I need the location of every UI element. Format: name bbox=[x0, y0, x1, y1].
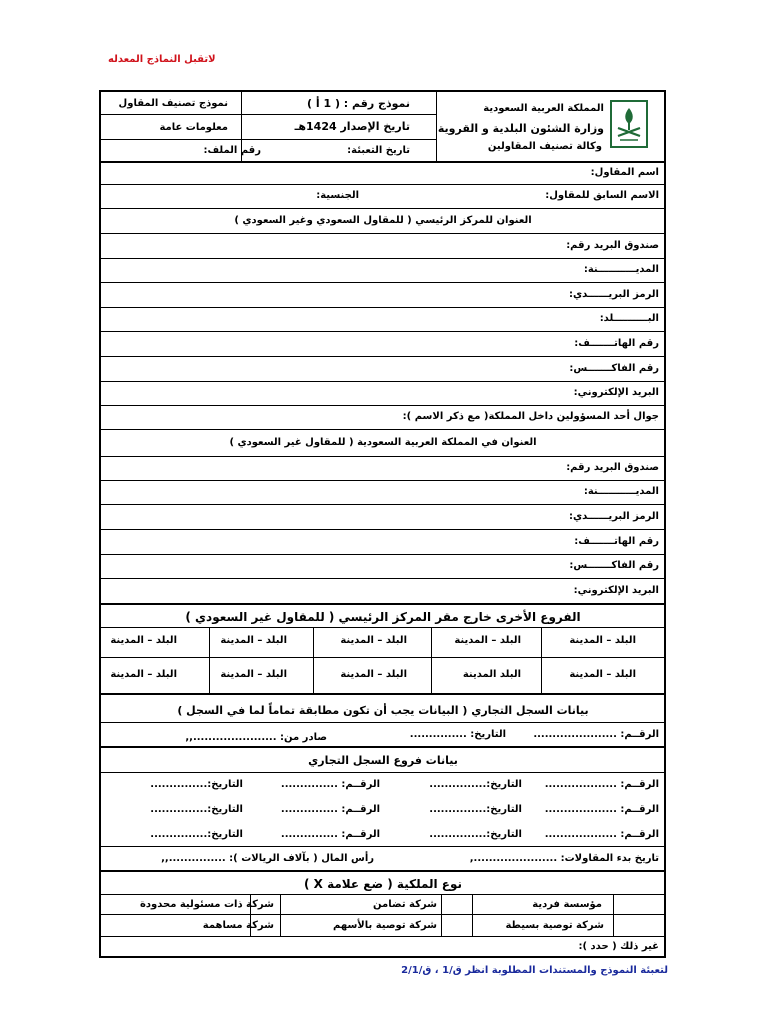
hq-fax-label: رقم الفاكـــــــس: bbox=[569, 363, 659, 374]
checkbox-individual[interactable] bbox=[614, 895, 664, 914]
file-number-label: رقم الملف: bbox=[203, 145, 261, 156]
top-note: لاتقبل النماذج المعدله bbox=[108, 54, 216, 65]
kingdom-name: المملكة العربية السعودية bbox=[483, 103, 604, 114]
branch-cell: البلد – المدينة bbox=[340, 635, 407, 646]
hq-address-title: العنوان للمركز الرئيسي ( للمقاول السعودي وغير السعودي ) bbox=[234, 215, 532, 226]
hq-po-box-label: صندوق البريد رقم: bbox=[566, 240, 659, 251]
cr-branch-number: الرقــم: ................... bbox=[544, 804, 659, 815]
cr-number: الرقــم: ...................... bbox=[533, 729, 659, 740]
hq-country-label: البــــــــــلد: bbox=[599, 313, 659, 324]
checkbox-partnership[interactable] bbox=[442, 895, 472, 914]
hq-email-label: البريد الإلكتروني: bbox=[573, 387, 659, 398]
llc-option: شركة ذات مسئولية محدودة bbox=[139, 899, 274, 910]
other-option: غير ذلك ( حدد ): bbox=[578, 941, 659, 952]
cr-branch-date: التاريخ:............... bbox=[150, 779, 243, 790]
capital-label: رأس المال ( بآلاف الريالات ): ...............,, bbox=[161, 853, 374, 864]
ksa-fax-label: رقم الفاكـــــــس: bbox=[569, 560, 659, 571]
hq-city-label: المديـــــــــــنة: bbox=[583, 264, 659, 275]
cr-branches-title: بيانات فروع السجل التجاري bbox=[308, 754, 458, 767]
cr-branch-number: الرقــم: ................... bbox=[544, 829, 659, 840]
branch-cell: البلد المدينة bbox=[462, 669, 521, 680]
general-info-label: معلومات عامة bbox=[159, 122, 228, 133]
ministry-name: وزارة الشئون البلدية و القروية bbox=[437, 122, 604, 135]
branch-cell: البلد – المدينة bbox=[569, 635, 636, 646]
nationality-label: الجنسية: bbox=[316, 190, 359, 201]
individual-option: مؤسسة فردية bbox=[532, 899, 602, 910]
hq-postal-label: الرمز البريــــــدي: bbox=[569, 289, 659, 300]
checkbox-simple-limited[interactable] bbox=[614, 915, 664, 936]
form-title: نموذج تصنيف المقاول bbox=[118, 98, 228, 109]
branch-cell: البلد – المدينة bbox=[110, 635, 177, 646]
cr-branch-number: الرقــم: ............... bbox=[280, 829, 380, 840]
shares-limited-option: شركة توصية بالأسهم bbox=[333, 920, 437, 931]
cr-title: بيانات السجل التجاري ( البيانات يجب أن تكون مطابقة تماماً لما في السجل ) bbox=[177, 704, 589, 717]
ksa-phone-label: رقم الهاتـــــــف: bbox=[574, 536, 659, 547]
ksa-address-title: العنوان في المملكة العربية السعودية ( للمقاول غير السعودي ) bbox=[229, 437, 537, 448]
checkbox-llc[interactable] bbox=[251, 895, 280, 914]
cr-branch-number: الرقــم: ............... bbox=[280, 804, 380, 815]
simple-limited-option: شركة توصية بسيطة bbox=[505, 920, 604, 931]
hq-mobile-label: جوال أحد المسؤولين داخل المملكة( مع ذكر الاسم ): bbox=[402, 411, 659, 422]
cr-branch-number: الرقــم: ................... bbox=[544, 779, 659, 790]
cr-branch-date: التاريخ:............... bbox=[429, 779, 522, 790]
cr-branch-date: التاريخ:............... bbox=[150, 804, 243, 815]
fill-date-label: تاريخ التعبئة: bbox=[347, 145, 410, 156]
cr-date: التاريخ: ............... bbox=[409, 729, 506, 740]
branch-cell: البلد – المدينة bbox=[110, 669, 177, 680]
contractor-name-label: اسم المقاول: bbox=[590, 167, 659, 178]
cr-branch-date: التاريخ:............... bbox=[429, 829, 522, 840]
joint-stock-option: شركة مساهمة bbox=[202, 920, 274, 931]
ksa-postal-label: الرمز البريــــــدي: bbox=[569, 511, 659, 522]
agency-name: وكالة تصنيف المقاولين bbox=[487, 141, 602, 152]
previous-name-label: الاسم السابق للمقاول: bbox=[545, 190, 659, 201]
checkbox-joint-stock[interactable] bbox=[251, 915, 280, 936]
saudi-emblem-logo bbox=[610, 100, 648, 148]
issue-date: تاريخ الإصدار 1424هـ bbox=[294, 120, 410, 133]
ksa-city-label: المديـــــــــــنة: bbox=[583, 486, 659, 497]
branch-cell: البلد – المدينة bbox=[454, 635, 521, 646]
branch-cell: البلد – المدينة bbox=[569, 669, 636, 680]
partnership-option: شركة تضامن bbox=[373, 899, 437, 910]
branch-cell: البلد – المدينة bbox=[220, 635, 287, 646]
cr-branch-number: الرقــم: ............... bbox=[280, 779, 380, 790]
branch-cell: البلد – المدينة bbox=[220, 669, 287, 680]
cr-issued-from: صادر من: ......................,, bbox=[185, 732, 327, 743]
ksa-po-box-label: صندوق البريد رقم: bbox=[566, 462, 659, 473]
checkbox-shares-limited[interactable] bbox=[442, 915, 472, 936]
ksa-email-label: البريد الإلكتروني: bbox=[573, 585, 659, 596]
branches-title: الفروع الأخرى خارج مقر المركز الرئيسي ( للمقاول غير السعودي ) bbox=[185, 610, 581, 624]
start-date-label: تاريخ بدء المقاولات: ......................, bbox=[469, 853, 659, 864]
hq-phone-label: رقم الهاتـــــــف: bbox=[574, 338, 659, 349]
branch-cell: البلد – المدينة bbox=[340, 669, 407, 680]
cr-branch-date: التاريخ:............... bbox=[150, 829, 243, 840]
form-number: نموذج رقم : ( 1 أ ) bbox=[306, 97, 410, 110]
cr-branch-date: التاريخ:............... bbox=[429, 804, 522, 815]
footer-note: لتعبئة النموذج والمستندات المطلوبة انظر ق/1 ، ق/2/1 bbox=[401, 965, 668, 976]
ownership-title: نوع الملكية ( ضع علامة X ) bbox=[303, 877, 463, 891]
